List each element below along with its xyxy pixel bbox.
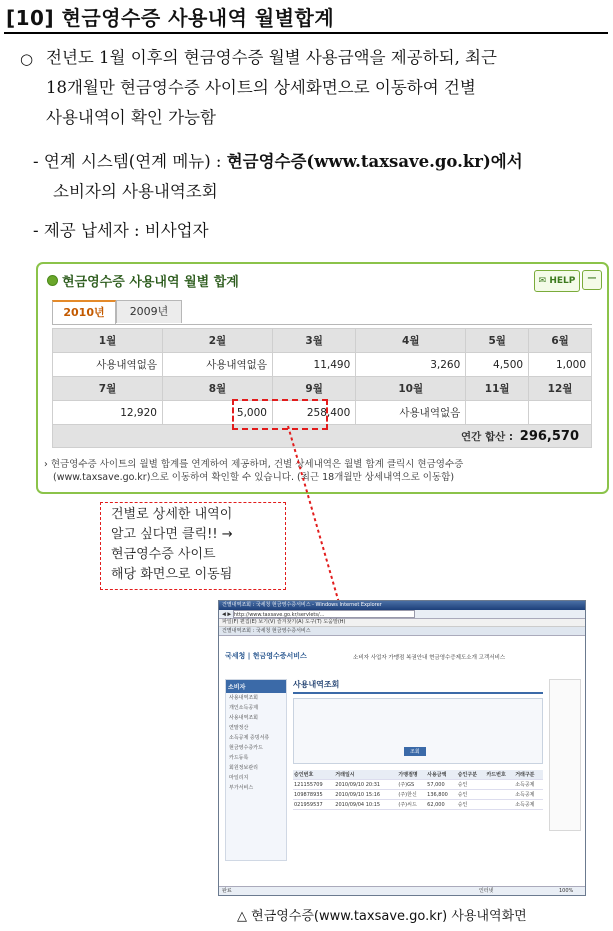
body-line-3: 사용내역이 확인 가능함 xyxy=(46,108,216,127)
taxsave-screenshot xyxy=(218,600,586,896)
table-row xyxy=(293,800,543,810)
body-line-1: 전년도 1월 이후의 현금영수증 월별 사용금액을 제공하되, 최근 xyxy=(46,48,497,67)
screenshot-caption: △ 현금영수증(www.taxsave.go.kr) 사용내역화면 xyxy=(237,909,527,924)
cell: (주)씨드 xyxy=(397,800,426,810)
header-cell: 승인번호 xyxy=(293,770,334,780)
site-right-banner xyxy=(549,679,581,831)
cell: 승인 xyxy=(457,780,486,790)
lnb-item[interactable]: 카드등록 xyxy=(229,755,249,761)
month-cell: 6월 xyxy=(529,329,592,353)
month-cell: 11월 xyxy=(466,377,529,401)
month-cell: 12월 xyxy=(529,377,592,401)
search-form-fields xyxy=(294,699,542,743)
cell: 소득공제 xyxy=(514,800,543,810)
tab-2009[interactable]: 2009년 xyxy=(116,300,182,323)
cell: 승인 xyxy=(457,790,486,800)
cell: 2010/09/10 15:16 xyxy=(334,790,397,800)
cell xyxy=(485,800,514,810)
month-value-link[interactable]: 5,000 xyxy=(162,401,272,425)
section-title: [10] 현금영수증 사용내역 월별합계 xyxy=(6,6,335,30)
lnb-item[interactable]: 사용내역조회 xyxy=(229,715,258,721)
site-page xyxy=(219,637,585,885)
lnb-item[interactable]: 부가서비스 xyxy=(229,785,254,791)
cell: 승인 xyxy=(457,800,486,810)
month-cell: 10월 xyxy=(356,377,466,401)
lnb-item[interactable]: 마일리지 xyxy=(229,775,249,781)
help-label: HELP xyxy=(549,276,576,286)
cell: 2010/09/04 10:15 xyxy=(334,800,397,810)
ie-address-bar: ◀ ▶ http://www.taxsave.go.kr/servlets/... xyxy=(219,610,585,619)
cell: (주)GS xyxy=(397,780,426,790)
month-value: 사용내역없음 xyxy=(53,353,163,377)
month-cell: 5월 xyxy=(466,329,529,353)
site-page-title: 사용내역조회 xyxy=(293,679,543,694)
ie-tab: 건별내역조회 : 국세청 현금영수증서비스 xyxy=(219,627,585,636)
lnb-item[interactable]: 사용내역조회 xyxy=(229,695,258,701)
table-row xyxy=(293,780,543,790)
month-value: 사용내역없음 xyxy=(162,353,272,377)
callout-line-1: 건별로 상세한 내역이 xyxy=(111,507,233,522)
minimize-button[interactable]: − xyxy=(582,270,602,290)
site-content xyxy=(293,679,543,810)
cell: 62,000 xyxy=(426,800,457,810)
lnb-item[interactable]: 개인소득공제 xyxy=(229,705,258,711)
lnb-item[interactable]: 현금영수증카드 xyxy=(229,745,263,751)
tab-2010[interactable]: 2010년 xyxy=(52,300,116,324)
month-value-link[interactable]: 3,260 xyxy=(356,353,466,377)
cell: (주)한신 xyxy=(397,790,426,800)
month-cell: 8월 xyxy=(162,377,272,401)
month-value-link[interactable]: 12,920 xyxy=(53,401,163,425)
body-line-2: 18개월만 현금영수증 사이트의 상세화면으로 이동하여 건별 xyxy=(46,78,476,97)
search-button[interactable]: 조회 xyxy=(404,747,426,756)
panel-title: 현금영수증 사용내역 월별 합계 xyxy=(62,275,239,290)
help-button[interactable]: ✉ HELP xyxy=(534,270,580,292)
lnb-head: 소비자 xyxy=(226,680,286,693)
site-logo: 국세청 | 현금영수증서비스 xyxy=(225,652,307,660)
status-right: 인터넷 xyxy=(479,888,494,894)
note-line-1: › 현금영수증 사이트의 월별 합계를 연계하여 제공하며, 건별 상세내역은 월별 합계 클릭시 현금영수증 xyxy=(44,459,464,470)
site-gnb: 소비자 사업자 가맹점 복권안내 현금영수증제도소개 고객서비스 xyxy=(353,655,506,661)
cell: 021959537 xyxy=(293,800,334,810)
lnb-item[interactable]: 연말정산 xyxy=(229,725,249,731)
month-value-link[interactable]: 258,400 xyxy=(272,401,355,425)
usage-list xyxy=(293,770,543,810)
bullet-circle: ○ xyxy=(20,50,34,68)
sub-item-line-2: 소비자의 사용내역조회 xyxy=(53,182,218,201)
annual-total-value: 296,570 xyxy=(519,428,579,444)
month-value-link[interactable]: 11,490 xyxy=(272,353,355,377)
zoom-level[interactable]: 100% xyxy=(559,888,574,894)
month-value-link[interactable]: 4,500 xyxy=(466,353,529,377)
ie-title-bar: 건별내역조회 : 국세청 현금영수증서비스 - Windows Internet Explorer xyxy=(219,601,585,610)
status-left: 완료 xyxy=(222,888,232,894)
cell: 136,800 xyxy=(426,790,457,800)
table-row xyxy=(293,790,543,800)
search-form xyxy=(293,698,543,764)
annual-total-label: 연간 합산 : xyxy=(461,430,514,443)
click-callout xyxy=(100,502,286,590)
note-line-2: (www.taxsave.go.kr)으로 이동하여 확인할 수 있습니다. (최근 18개월만 상세내역으로 이동함) xyxy=(53,472,455,483)
cell xyxy=(485,780,514,790)
sub-item-bold: 현금영수증(www.taxsave.go.kr)에서 xyxy=(226,152,523,171)
lnb-item[interactable]: 소득공제 증빙서류 xyxy=(229,735,270,741)
sub-item-taxpayer: - 제공 납세자 : 비사업자 xyxy=(33,221,209,240)
cell xyxy=(485,790,514,800)
callout-line-3: 현금영수증 사이트 xyxy=(111,547,216,562)
sub-item-prefix: - 연계 시스템(연계 메뉴) : xyxy=(33,152,227,171)
month-cell: 3월 xyxy=(272,329,355,353)
header-cell: 사용금액 xyxy=(426,770,457,780)
month-value-link[interactable]: 1,000 xyxy=(529,353,592,377)
month-cell: 9월 xyxy=(272,377,355,401)
cell: 소득공제 xyxy=(514,780,543,790)
cell: 57,000 xyxy=(426,780,457,790)
cell: 2010/09/10 20:31 xyxy=(334,780,397,790)
ie-menu-bar: 파일(F) 편집(E) 보기(V) 즐겨찾기(A) 도구(T) 도움말(H) xyxy=(219,619,585,627)
cell: 121155709 xyxy=(293,780,334,790)
month-cell: 7월 xyxy=(53,377,163,401)
site-side-menu xyxy=(225,679,287,861)
header-cell: 승인구분 xyxy=(457,770,486,780)
address-input[interactable]: http://www.taxsave.go.kr/servlets/... xyxy=(233,610,415,618)
callout-line-2: 알고 싶다면 클릭!! → xyxy=(111,527,233,542)
callout-line-4: 해당 화면으로 이동됨 xyxy=(111,567,233,582)
header-cell: 카드번호 xyxy=(485,770,514,780)
cell: 소득공제 xyxy=(514,790,543,800)
lnb-item[interactable]: 회원정보관리 xyxy=(229,765,258,771)
month-cell: 1월 xyxy=(53,329,163,353)
header-cell: 거래일시 xyxy=(334,770,397,780)
month-cell: 2월 xyxy=(162,329,272,353)
cell: 109878935 xyxy=(293,790,334,800)
month-value: 사용내역없음 xyxy=(356,401,466,425)
header-cell: 거래구분 xyxy=(514,770,543,780)
ie-status-bar xyxy=(219,886,586,895)
header-cell: 가맹점명 xyxy=(397,770,426,780)
month-cell: 4월 xyxy=(356,329,466,353)
usage-list-header xyxy=(293,770,543,780)
